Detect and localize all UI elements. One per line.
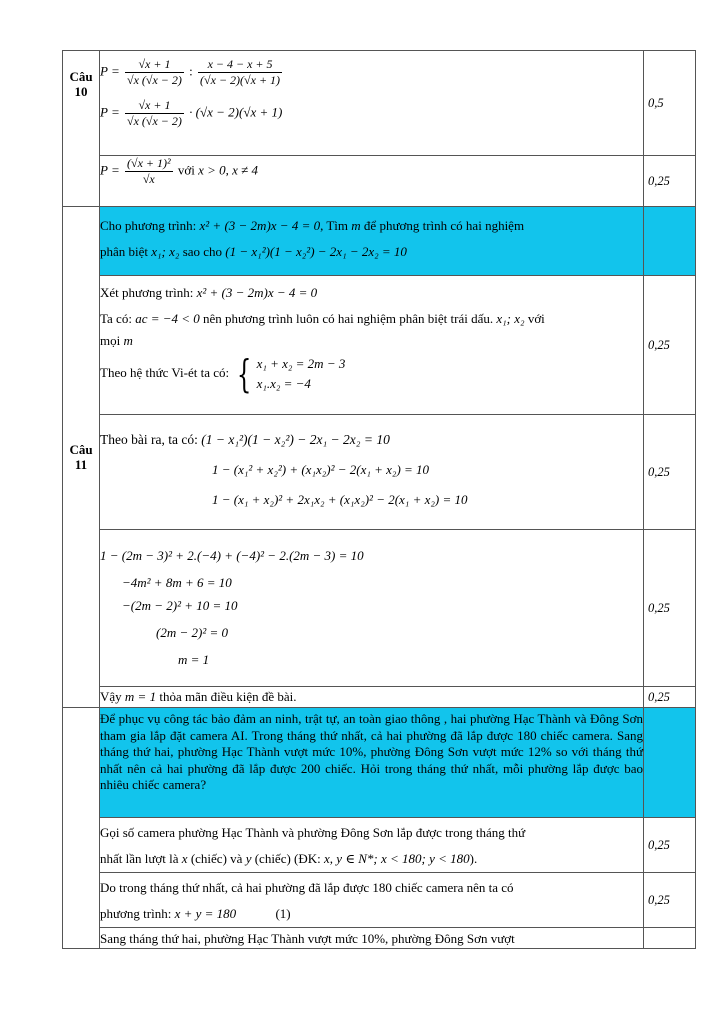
q12-s2-eq: x + y = 180 [174,906,237,921]
q11-problem-text-4: phân biệt [100,244,149,259]
q11-s1-text-6: Theo hệ thức Vi-ét ta có: [100,364,230,380]
q10-label [63,51,100,207]
q11-s1-vars: x₁; x₂ [496,311,525,326]
q10-row-2 [63,156,696,207]
q10-p1-frac-a: $\frac{√x + 1}{√x (√x - 2)}$ [126,57,182,87]
q10-p1-lhs: P = [100,63,120,79]
q11-problem [100,207,644,276]
q12-s1-x: x [181,851,188,866]
q12-step-1 [100,818,644,873]
q11-problem-score [644,207,696,276]
q11-s2-eq-2: 1 − (x₁² + x₂²) + (x₁x₂)² − 2(x₁ + x₂) = 10 [212,462,430,477]
q10-step-1 [100,51,644,156]
q12-step2-row [63,873,696,928]
q10-label-num: 10 [74,84,88,99]
solution-table [62,50,696,949]
q10-p2-tail: · (√x − 2)(√x + 1) [189,104,283,120]
q12-problem-row [63,708,696,818]
q11-step-2 [100,415,644,530]
q10-cond-word: với [177,162,195,178]
q10-label-top: Câu [69,69,93,84]
q11-s3-eq-1: 1 − (2m − 3)² + 2.(−4) + (−4)² − 2.(2m − 3) = 10 [100,548,364,563]
q12-s1-text-5: ). [469,851,478,866]
q10-cond: x > 0, x ≠ 4 [198,162,259,178]
q10-score-2: 0,25 [644,156,696,207]
q11-s3-eq-2: −4m² + 8m + 6 = 10 [122,575,232,590]
q12-step1-row [63,818,696,873]
q11-label-top: Câu [69,442,93,457]
q11-problem-row [63,207,696,276]
q12-s1-text-4: (chiếc) (ĐK: [254,851,321,866]
q11-s1-text-5: mọi [100,333,121,348]
q12-s1-text-3: (chiếc) và [190,851,243,866]
q11-s1-eq: x² + (3 − 2m)x − 4 = 0 [196,285,318,300]
q11-label-num: 11 [74,457,88,472]
q12-score-3 [644,928,696,949]
q11-s1-text-4: với [527,311,545,326]
q10-p2-lhs: P = [100,104,120,120]
q12-step-2 [100,873,644,928]
q10-p1-op: : [189,63,193,79]
q10-row-1 [63,51,696,156]
q11-step-1 [100,276,644,415]
q12-s2-tag: (1) [275,906,291,921]
q12-step-3 [100,928,644,949]
q11-score-1: 0,25 [644,276,696,415]
q10-step-2 [100,156,644,207]
q11-conclusion [100,687,644,708]
vieta-product: x₁.x₂ = −4 [256,376,311,391]
q12-score-2: 0,25 [644,873,696,928]
q11-s2-eq-3: 1 − (x₁ + x₂)² + 2x₁x₂ + (x₁x₂)² − 2(x₁ + x₂) = 10 [212,492,468,507]
q11-problem-text-5: sao cho [182,244,223,259]
q12-s1-text-1: Gọi số camera phường Hạc Thành và phường Đông Sơn lắp được trong tháng thứ [100,825,526,840]
q11-step1-row [63,276,696,415]
q12-score-1: 0,25 [644,818,696,873]
q11-score-3: 0,25 [644,530,696,687]
q10-p2-frac: $\frac{√x + 1}{√x (√x - 2)}$ [126,98,182,128]
q11-s4-text-2: thỏa mãn điều kiện đề bài. [159,689,297,704]
q11-problem-m: m [351,218,361,233]
q11-s1-text-2: Ta có: [100,311,132,326]
q11-problem-text-2: , Tìm [320,218,349,233]
q12-label [63,708,100,949]
q12-step3-row [63,928,696,949]
q11-step2-row [63,415,696,530]
vieta-sum: x₁ + x₂ = 2m − 3 [256,356,346,371]
q11-problem-eq: x² + (3 − 2m)x − 4 = 0 [199,218,321,233]
q11-s3-eq-4: (2m − 2)² = 0 [156,625,228,640]
q12-problem-score [644,708,696,818]
q10-p1-frac-b: $\frac{x - 4 - x + 5}{(√x - 2)(√x + 1)}$ [200,57,281,87]
q11-s4-eq: m = 1 [124,689,157,704]
q11-s1-ac: ac = −4 < 0 [135,311,200,326]
q11-problem-text-1: Cho phương trình: [100,218,197,233]
q11-score-2: 0,25 [644,415,696,530]
q12-s3-text-1: Sang tháng thứ hai, phường Hạc Thành vượt mức 10%, phường Đông Sơn vượt [100,931,515,946]
q12-s1-cond: x, y ∈ N*; x < 180; y < 180 [324,851,470,866]
q10-p3-frac: $\frac{\text{(√x + 1)²}}{√x}$ [126,156,171,186]
q11-score-4: 0,25 [644,687,696,708]
q11-s3-eq-3: −(2m − 2)² + 10 = 10 [122,598,238,613]
q11-s2-text-1: Theo bài ra, ta có: [100,432,198,447]
q11-step-3 [100,530,644,687]
q11-problem-cond-eq: (1 − x₁²)(1 − x₂²) − 2x₁ − 2x₂ = 10 [225,244,407,259]
q11-s1-text-1: Xét phương trình: [100,285,194,300]
q10-p3-lhs: P = [100,162,120,178]
q12-s1-text-2: nhất lần lượt là [100,851,179,866]
q11-problem-text-3: để phương trình có hai nghiệm [363,218,525,233]
q12-s1-y: y [245,851,252,866]
q11-s1-text-3: nên phương trình luôn có hai nghiệm phân biệt trái dấu. [203,311,494,326]
q12-s2-text-1: Do trong tháng thứ nhất, cả hai phường đã lắp được 180 chiếc camera nên ta có [100,880,514,895]
vieta-system: { x₁ + x₂ = 2m − 3 x₁.x₂ = −4 [237,352,346,396]
q12-s2-text-2: phương trình: [100,906,172,921]
q11-s2-eq-1: (1 − x₁²)(1 − x₂²) − 2x₁ − 2x₂ = 10 [201,432,390,447]
q12-problem: Để phục vụ công tác bảo đảm an ninh, trật tự, an toàn giao thông , hai phường Hạc Thành và Đông Sơn tham gia lắp đặt camera AI. Trong tháng thứ nhất, cả hai phường đã lắp được 180 chiếc camera. Sang tháng thứ hai, phường Hạc Thành vượt mức 10%, phường Đông Sơn vượt mức 12% so với tháng thứ nhất nên cả hai phường đã lắp được 200 chiếc. Hỏi trong tháng thứ nhất, mỗi phường lắp được bao nhiêu chiếc camera? [100,708,644,818]
q11-s1-m: m [123,333,133,348]
q11-s3-eq-5: m = 1 [178,652,210,667]
q11-s4-text-1: Vậy [100,689,122,704]
q11-label [63,207,100,708]
q11-step3-row [63,530,696,687]
q11-step4-row [63,687,696,708]
q11-problem-vars: x₁; x₂ [151,244,180,259]
q10-score-1: 0,5 [644,51,696,156]
